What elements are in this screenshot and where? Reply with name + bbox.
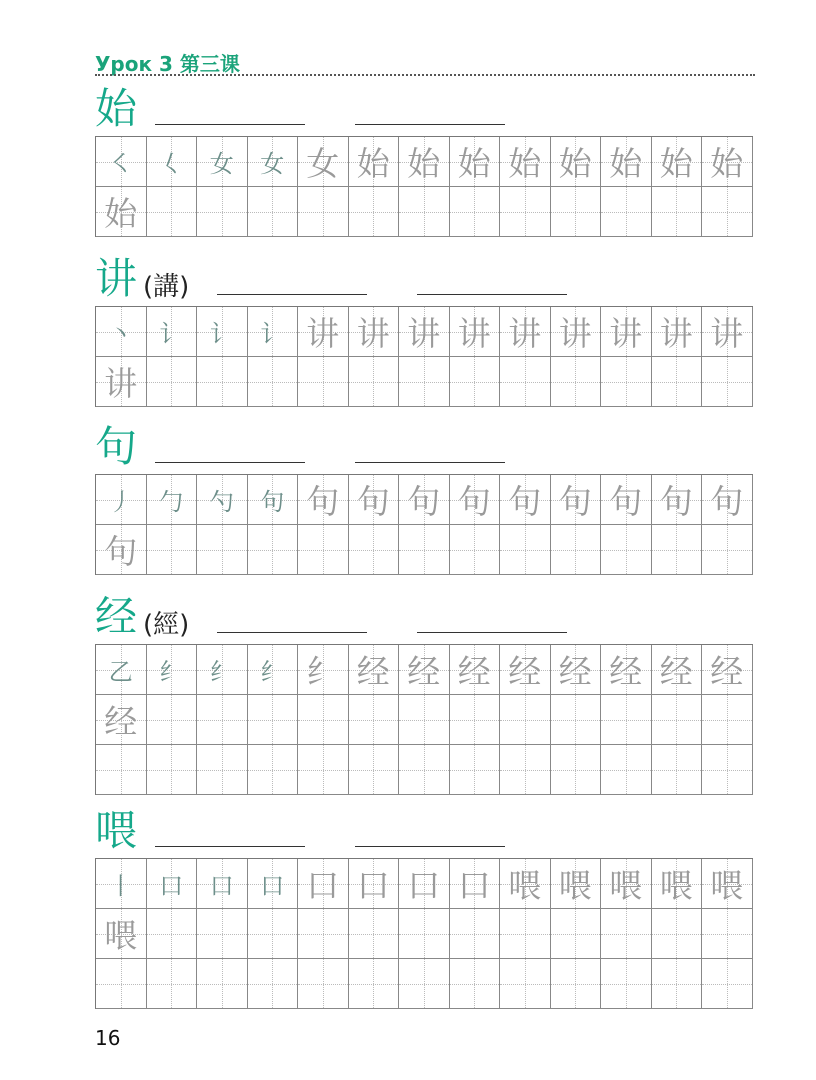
grid-cell[interactable] — [500, 645, 551, 695]
grid-cell[interactable] — [248, 959, 299, 1009]
stroke-order-step: 喂 — [508, 866, 542, 905]
grid-cell[interactable] — [399, 959, 450, 1009]
grid-cell[interactable] — [652, 909, 703, 959]
grid-cell[interactable] — [298, 137, 349, 187]
grid-cell[interactable] — [197, 525, 248, 575]
grid-cell[interactable] — [248, 695, 299, 745]
grid-cell[interactable] — [450, 859, 501, 909]
stroke-order-step: 口 — [306, 866, 340, 905]
stroke-order-step: 经 — [407, 652, 441, 691]
grid-cell[interactable] — [197, 645, 248, 695]
grid-cell[interactable] — [349, 695, 400, 745]
grid-cell[interactable] — [197, 959, 248, 1009]
pinyin-blank[interactable] — [155, 124, 305, 125]
grid-cell[interactable] — [601, 745, 652, 795]
stroke-order-step: 始 — [710, 144, 744, 183]
grid-cell[interactable] — [500, 357, 551, 407]
stroke-order-step: 口 — [260, 872, 285, 900]
pinyin-blank[interactable] — [155, 846, 305, 847]
stroke-order-step: 讲 — [457, 314, 491, 353]
practice-character: 句 — [104, 532, 138, 571]
stroke-order-step: 讠 — [209, 320, 234, 348]
grid-cell[interactable] — [702, 745, 753, 795]
model-character: 始 — [95, 84, 138, 133]
stroke-order-step: 经 — [609, 652, 643, 691]
grid-cell[interactable] — [248, 357, 299, 407]
grid-cell[interactable] — [349, 745, 400, 795]
grid-cell[interactable] — [601, 959, 652, 1009]
grid-cell[interactable] — [551, 959, 602, 1009]
stroke-order-step: 始 — [457, 144, 491, 183]
lesson-number: Урок 3 — [95, 52, 173, 76]
meaning-blank[interactable] — [355, 846, 505, 847]
grid-cell[interactable] — [248, 137, 299, 187]
grid-cell[interactable] — [652, 745, 703, 795]
stroke-order-step: 口 — [209, 872, 234, 900]
grid-cell[interactable] — [349, 475, 400, 525]
grid-cell[interactable] — [601, 187, 652, 237]
grid-cell[interactable] — [652, 357, 703, 407]
grid-cell[interactable] — [197, 475, 248, 525]
grid-row — [96, 909, 753, 959]
grid-cell[interactable] — [147, 959, 198, 1009]
grid-row — [96, 187, 753, 237]
grid-cell[interactable] — [349, 909, 400, 959]
stroke-order-step: 纟 — [260, 658, 285, 686]
stroke-order-step: 始 — [609, 144, 643, 183]
grid-cell[interactable] — [197, 187, 248, 237]
grid-cell[interactable] — [500, 695, 551, 745]
grid-cell[interactable] — [147, 307, 198, 357]
grid-cell[interactable] — [652, 695, 703, 745]
grid-cell[interactable] — [197, 307, 248, 357]
grid-cell[interactable] — [551, 859, 602, 909]
stroke-order-step: 讲 — [659, 314, 693, 353]
grid-cell[interactable] — [147, 357, 198, 407]
grid-cell[interactable] — [601, 475, 652, 525]
grid-row — [96, 695, 753, 745]
pinyin-blank[interactable] — [217, 632, 367, 633]
grid-cell[interactable] — [500, 745, 551, 795]
stroke-order-step: 讲 — [356, 314, 390, 353]
grid-cell[interactable] — [702, 695, 753, 745]
stroke-order-step: 句 — [710, 482, 744, 521]
grid-cell[interactable] — [147, 645, 198, 695]
grid-cell[interactable] — [702, 909, 753, 959]
stroke-order-step: 经 — [457, 652, 491, 691]
grid-cell[interactable] — [349, 307, 400, 357]
lesson-header — [95, 48, 240, 77]
grid-cell[interactable] — [96, 859, 147, 909]
grid-cell[interactable] — [702, 307, 753, 357]
grid-cell[interactable] — [601, 909, 652, 959]
stroke-order-step: 句 — [558, 482, 592, 521]
grid-row — [96, 357, 753, 407]
grid-cell[interactable] — [399, 357, 450, 407]
stroke-order-step: 始 — [659, 144, 693, 183]
grid-cell[interactable] — [399, 909, 450, 959]
grid-cell[interactable] — [450, 525, 501, 575]
lesson-title: 第三课 — [179, 52, 240, 76]
stroke-order-step: 讠 — [260, 320, 285, 348]
grid-row — [96, 137, 753, 187]
grid-cell[interactable] — [551, 525, 602, 575]
grid-cell[interactable] — [652, 187, 703, 237]
writing-grid — [95, 136, 753, 237]
practice-character: 讲 — [104, 364, 138, 403]
grid-cell[interactable] — [349, 959, 400, 1009]
grid-cell[interactable] — [248, 525, 299, 575]
grid-cell[interactable] — [298, 357, 349, 407]
grid-cell[interactable] — [96, 695, 147, 745]
grid-cell[interactable] — [601, 859, 652, 909]
grid-row — [96, 475, 753, 525]
grid-cell[interactable] — [551, 475, 602, 525]
stroke-order-step: 始 — [407, 144, 441, 183]
grid-cell[interactable] — [702, 475, 753, 525]
grid-cell[interactable] — [349, 859, 400, 909]
stroke-order-step: 女 — [209, 150, 234, 178]
grid-cell[interactable] — [298, 959, 349, 1009]
grid-cell[interactable] — [197, 357, 248, 407]
stroke-order-step: 讲 — [306, 314, 340, 353]
stroke-order-step: 句 — [457, 482, 491, 521]
grid-cell[interactable] — [96, 525, 147, 575]
stroke-order-step: 喂 — [710, 866, 744, 905]
stroke-order-step: 纟 — [306, 652, 340, 691]
grid-cell[interactable] — [349, 187, 400, 237]
grid-cell[interactable] — [450, 695, 501, 745]
grid-cell[interactable] — [96, 909, 147, 959]
grid-cell[interactable] — [96, 137, 147, 187]
grid-cell[interactable] — [551, 909, 602, 959]
grid-cell[interactable] — [601, 645, 652, 695]
stroke-order-step: 始 — [558, 144, 592, 183]
grid-cell[interactable] — [96, 357, 147, 407]
stroke-order-step: 讲 — [558, 314, 592, 353]
grid-cell[interactable] — [702, 357, 753, 407]
grid-row — [96, 959, 753, 1009]
stroke-order-step: 勹 — [159, 488, 184, 516]
stroke-order-step: 经 — [558, 652, 592, 691]
stroke-order-step: 女 — [306, 144, 340, 183]
stroke-order-step: 经 — [508, 652, 542, 691]
grid-cell[interactable] — [399, 187, 450, 237]
grid-cell[interactable] — [551, 187, 602, 237]
grid-cell[interactable] — [399, 695, 450, 745]
grid-cell[interactable] — [450, 959, 501, 1009]
grid-cell[interactable] — [349, 525, 400, 575]
grid-cell[interactable] — [248, 307, 299, 357]
grid-cell[interactable] — [450, 307, 501, 357]
grid-cell[interactable] — [399, 307, 450, 357]
stroke-order-step: 丶 — [108, 320, 133, 348]
grid-cell[interactable] — [399, 137, 450, 187]
grid-cell[interactable] — [500, 859, 551, 909]
writing-grid — [95, 306, 753, 407]
grid-cell[interactable] — [147, 137, 198, 187]
stroke-order-step: ㇛ — [108, 150, 133, 178]
stroke-order-step: 丿 — [108, 488, 133, 516]
grid-cell[interactable] — [399, 475, 450, 525]
grid-cell[interactable] — [652, 307, 703, 357]
stroke-order-step: 喂 — [558, 866, 592, 905]
stroke-order-step: 口 — [356, 866, 390, 905]
grid-cell[interactable] — [96, 645, 147, 695]
grid-cell[interactable] — [500, 137, 551, 187]
grid-cell[interactable] — [96, 307, 147, 357]
stroke-order-step: 始 — [356, 144, 390, 183]
grid-row — [96, 745, 753, 795]
grid-cell[interactable] — [702, 859, 753, 909]
writing-grid — [95, 644, 753, 795]
stroke-order-step: 讲 — [407, 314, 441, 353]
grid-cell[interactable] — [147, 475, 198, 525]
grid-cell[interactable] — [702, 525, 753, 575]
grid-cell[interactable] — [248, 909, 299, 959]
stroke-order-step: 讲 — [710, 314, 744, 353]
practice-character: 经 — [104, 702, 138, 741]
grid-cell[interactable] — [248, 645, 299, 695]
traditional-form: (經) — [143, 610, 190, 640]
meaning-blank[interactable] — [417, 632, 567, 633]
stroke-order-step: 讲 — [609, 314, 643, 353]
grid-cell[interactable] — [601, 695, 652, 745]
grid-cell[interactable] — [601, 357, 652, 407]
stroke-order-step: 丨 — [108, 872, 133, 900]
grid-cell[interactable] — [96, 475, 147, 525]
stroke-order-step: 女 — [260, 150, 285, 178]
grid-cell[interactable] — [248, 745, 299, 795]
stroke-order-step: 句 — [260, 488, 285, 516]
stroke-order-step: 口 — [407, 866, 441, 905]
grid-cell[interactable] — [298, 187, 349, 237]
grid-cell[interactable] — [601, 525, 652, 575]
grid-cell[interactable] — [96, 959, 147, 1009]
stroke-order-step: 纟 — [209, 658, 234, 686]
grid-cell[interactable] — [551, 357, 602, 407]
traditional-form: (講) — [143, 272, 190, 302]
grid-cell[interactable] — [551, 695, 602, 745]
grid-cell[interactable] — [702, 645, 753, 695]
grid-cell[interactable] — [349, 357, 400, 407]
grid-cell[interactable] — [551, 745, 602, 795]
grid-cell[interactable] — [551, 307, 602, 357]
grid-cell[interactable] — [197, 137, 248, 187]
grid-cell[interactable] — [147, 695, 198, 745]
grid-cell[interactable] — [248, 859, 299, 909]
grid-row — [96, 307, 753, 357]
grid-row — [96, 859, 753, 909]
meaning-blank[interactable] — [355, 462, 505, 463]
model-character: 喂 — [95, 806, 138, 855]
grid-cell[interactable] — [248, 475, 299, 525]
stroke-order-step: 句 — [356, 482, 390, 521]
grid-cell[interactable] — [450, 645, 501, 695]
grid-cell[interactable] — [298, 909, 349, 959]
stroke-order-step: 句 — [306, 482, 340, 521]
grid-cell[interactable] — [349, 645, 400, 695]
grid-cell[interactable] — [500, 475, 551, 525]
grid-cell[interactable] — [500, 187, 551, 237]
grid-cell[interactable] — [298, 475, 349, 525]
grid-cell[interactable] — [450, 137, 501, 187]
grid-cell[interactable] — [349, 137, 400, 187]
pinyin-blank[interactable] — [155, 462, 305, 463]
stroke-order-step: 句 — [407, 482, 441, 521]
stroke-order-step: 𡿨 — [159, 150, 184, 178]
grid-cell[interactable] — [652, 959, 703, 1009]
writing-grid — [95, 474, 753, 575]
grid-cell[interactable] — [450, 909, 501, 959]
stroke-order-step: 纟 — [159, 658, 184, 686]
grid-cell[interactable] — [450, 745, 501, 795]
stroke-order-step: 口 — [457, 866, 491, 905]
grid-cell[interactable] — [298, 645, 349, 695]
grid-cell[interactable] — [96, 187, 147, 237]
stroke-order-step: 经 — [710, 652, 744, 691]
stroke-order-step: 句 — [508, 482, 542, 521]
grid-cell[interactable] — [702, 959, 753, 1009]
grid-cell[interactable] — [399, 859, 450, 909]
grid-row — [96, 645, 753, 695]
practice-character: 喂 — [104, 916, 138, 955]
grid-cell[interactable] — [399, 525, 450, 575]
pinyin-blank[interactable] — [217, 294, 367, 295]
grid-cell[interactable] — [147, 909, 198, 959]
grid-cell[interactable] — [500, 959, 551, 1009]
grid-cell[interactable] — [551, 645, 602, 695]
grid-cell[interactable] — [399, 645, 450, 695]
model-character: 经 — [95, 592, 138, 641]
meaning-blank[interactable] — [355, 124, 505, 125]
grid-cell[interactable] — [298, 859, 349, 909]
stroke-order-step: 乙 — [108, 658, 133, 686]
grid-cell[interactable] — [652, 137, 703, 187]
grid-cell[interactable] — [248, 187, 299, 237]
grid-cell[interactable] — [450, 357, 501, 407]
grid-cell[interactable] — [197, 745, 248, 795]
grid-cell[interactable] — [147, 859, 198, 909]
grid-cell[interactable] — [601, 137, 652, 187]
grid-cell[interactable] — [298, 695, 349, 745]
model-character: 句 — [95, 422, 138, 471]
stroke-order-step: 讠 — [159, 320, 184, 348]
stroke-order-step: 句 — [659, 482, 693, 521]
grid-cell[interactable] — [147, 525, 198, 575]
grid-cell[interactable] — [197, 695, 248, 745]
grid-cell[interactable] — [298, 525, 349, 575]
grid-cell[interactable] — [702, 137, 753, 187]
grid-cell[interactable] — [551, 137, 602, 187]
grid-cell[interactable] — [652, 475, 703, 525]
stroke-order-step: 讲 — [508, 314, 542, 353]
writing-grid — [95, 858, 753, 1009]
grid-cell[interactable] — [500, 909, 551, 959]
grid-cell[interactable] — [450, 475, 501, 525]
meaning-blank[interactable] — [417, 294, 567, 295]
stroke-order-step: 经 — [356, 652, 390, 691]
stroke-order-step: 口 — [159, 872, 184, 900]
grid-cell[interactable] — [652, 525, 703, 575]
grid-cell[interactable] — [450, 187, 501, 237]
grid-cell[interactable] — [399, 745, 450, 795]
grid-cell[interactable] — [147, 745, 198, 795]
grid-row — [96, 525, 753, 575]
grid-cell[interactable] — [652, 859, 703, 909]
grid-cell[interactable] — [197, 909, 248, 959]
grid-cell[interactable] — [652, 645, 703, 695]
grid-cell[interactable] — [197, 859, 248, 909]
grid-cell[interactable] — [500, 307, 551, 357]
stroke-order-step: 始 — [508, 144, 542, 183]
grid-cell[interactable] — [500, 525, 551, 575]
stroke-order-step: 句 — [609, 482, 643, 521]
grid-cell[interactable] — [601, 307, 652, 357]
practice-character: 始 — [104, 194, 138, 233]
header-divider — [95, 74, 755, 76]
stroke-order-step: 喂 — [659, 866, 693, 905]
stroke-order-step: 勺 — [209, 488, 234, 516]
model-character: 讲 — [95, 254, 138, 303]
stroke-order-step: 经 — [659, 652, 693, 691]
stroke-order-step: 喂 — [609, 866, 643, 905]
grid-cell[interactable] — [298, 745, 349, 795]
grid-cell[interactable] — [702, 187, 753, 237]
grid-cell[interactable] — [298, 307, 349, 357]
grid-cell[interactable] — [147, 187, 198, 237]
grid-cell[interactable] — [96, 745, 147, 795]
page-number: 16 — [95, 1026, 121, 1050]
